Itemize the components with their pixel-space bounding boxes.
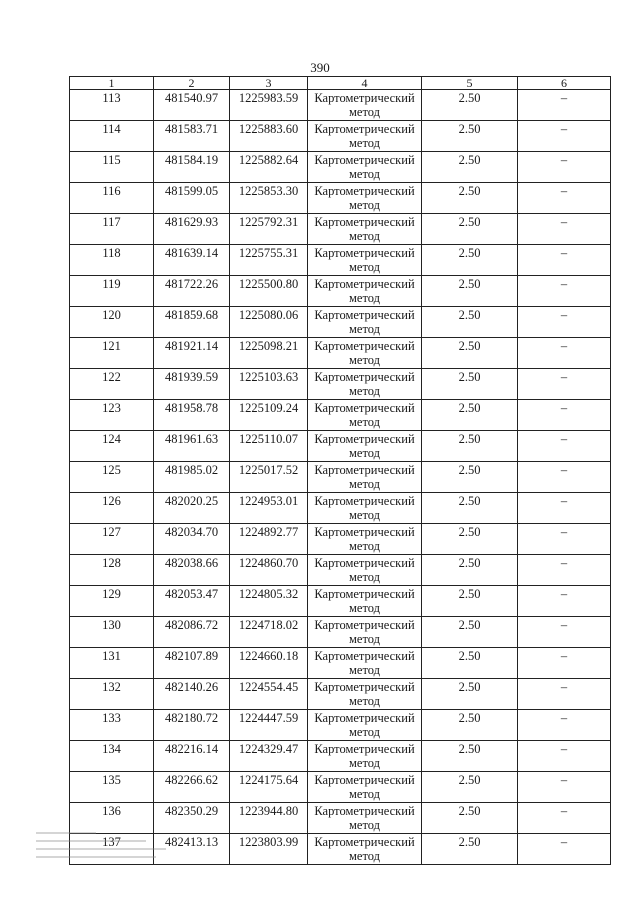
y-coordinate: 1224953.01 xyxy=(230,493,308,524)
method-cell xyxy=(308,493,422,524)
point-number: 118 xyxy=(70,245,154,276)
method-cell xyxy=(308,648,422,679)
x-coordinate: 482266.62 xyxy=(154,772,230,803)
method-cell xyxy=(308,834,422,865)
method-text-line-1: Картометрический xyxy=(314,835,415,849)
method-text-line-1: Картометрический xyxy=(314,432,415,446)
accuracy-value: 2.50 xyxy=(422,834,518,865)
column-header: 2 xyxy=(154,77,230,90)
note-dash: – xyxy=(518,679,611,710)
y-coordinate: 1223803.99 xyxy=(230,834,308,865)
note-dash: – xyxy=(518,121,611,152)
accuracy-value: 2.50 xyxy=(422,555,518,586)
table-row xyxy=(70,183,611,214)
table-row xyxy=(70,152,611,183)
method-text-line-1: Картометрический xyxy=(314,308,415,322)
method-text-line-1: Картометрический xyxy=(314,339,415,353)
y-coordinate: 1223944.80 xyxy=(230,803,308,834)
method-cell xyxy=(308,679,422,710)
x-coordinate: 482413.13 xyxy=(154,834,230,865)
point-number: 115 xyxy=(70,152,154,183)
method-text-line-1: Картометрический xyxy=(314,525,415,539)
point-number: 116 xyxy=(70,183,154,214)
accuracy-value: 2.50 xyxy=(422,741,518,772)
x-coordinate: 481859.68 xyxy=(154,307,230,338)
method-text-line-1: Картометрический xyxy=(314,680,415,694)
method-text-line-1: Картометрический xyxy=(314,277,415,291)
method-text-line-2: метод xyxy=(348,725,380,739)
method-text-line-2: метод xyxy=(348,105,380,119)
method-text-line-2: метод xyxy=(348,632,380,646)
accuracy-value: 2.50 xyxy=(422,307,518,338)
table-row xyxy=(70,369,611,400)
method-cell xyxy=(308,803,422,834)
method-text-line-2: метод xyxy=(348,756,380,770)
table-row xyxy=(70,555,611,586)
method-text-line-2: метод xyxy=(348,167,380,181)
point-number: 117 xyxy=(70,214,154,245)
point-number: 121 xyxy=(70,338,154,369)
table-row xyxy=(70,741,611,772)
point-number: 122 xyxy=(70,369,154,400)
table-row xyxy=(70,400,611,431)
point-number: 129 xyxy=(70,586,154,617)
accuracy-value: 2.50 xyxy=(422,524,518,555)
x-coordinate: 482020.25 xyxy=(154,493,230,524)
table-row xyxy=(70,803,611,834)
x-coordinate: 481599.05 xyxy=(154,183,230,214)
method-text-line-2: метод xyxy=(348,384,380,398)
accuracy-value: 2.50 xyxy=(422,214,518,245)
x-coordinate: 482107.89 xyxy=(154,648,230,679)
note-dash: – xyxy=(518,462,611,493)
method-text-line-1: Картометрический xyxy=(314,215,415,229)
method-cell xyxy=(308,772,422,803)
method-cell xyxy=(308,400,422,431)
method-cell xyxy=(308,307,422,338)
method-text-line-1: Картометрический xyxy=(314,649,415,663)
method-text-line-2: метод xyxy=(348,787,380,801)
x-coordinate: 482140.26 xyxy=(154,679,230,710)
point-number: 114 xyxy=(70,121,154,152)
method-text-line-1: Картометрический xyxy=(314,463,415,477)
method-cell xyxy=(308,555,422,586)
point-number: 135 xyxy=(70,772,154,803)
method-cell xyxy=(308,369,422,400)
coordinates-table xyxy=(69,76,611,865)
point-number: 126 xyxy=(70,493,154,524)
x-coordinate: 482216.14 xyxy=(154,741,230,772)
accuracy-value: 2.50 xyxy=(422,648,518,679)
accuracy-value: 2.50 xyxy=(422,431,518,462)
point-number: 124 xyxy=(70,431,154,462)
y-coordinate: 1225110.07 xyxy=(230,431,308,462)
column-header: 6 xyxy=(518,77,611,90)
x-coordinate: 481629.93 xyxy=(154,214,230,245)
point-number: 130 xyxy=(70,617,154,648)
note-dash: – xyxy=(518,617,611,648)
y-coordinate: 1225098.21 xyxy=(230,338,308,369)
y-coordinate: 1225500.80 xyxy=(230,276,308,307)
method-cell xyxy=(308,431,422,462)
method-text-line-2: метод xyxy=(348,322,380,336)
table-row xyxy=(70,214,611,245)
x-coordinate: 481583.71 xyxy=(154,121,230,152)
point-number: 136 xyxy=(70,803,154,834)
note-dash: – xyxy=(518,741,611,772)
method-text-line-2: метод xyxy=(348,663,380,677)
table-row xyxy=(70,493,611,524)
method-text-line-2: метод xyxy=(348,477,380,491)
accuracy-value: 2.50 xyxy=(422,369,518,400)
note-dash: – xyxy=(518,555,611,586)
x-coordinate: 482180.72 xyxy=(154,710,230,741)
y-coordinate: 1225755.31 xyxy=(230,245,308,276)
column-numbers-row xyxy=(70,77,611,90)
note-dash: – xyxy=(518,524,611,555)
point-number: 120 xyxy=(70,307,154,338)
point-number: 133 xyxy=(70,710,154,741)
method-text-line-1: Картометрический xyxy=(314,494,415,508)
table-row xyxy=(70,524,611,555)
method-text-line-2: метод xyxy=(348,508,380,522)
y-coordinate: 1225853.30 xyxy=(230,183,308,214)
note-dash: – xyxy=(518,338,611,369)
table-row xyxy=(70,338,611,369)
note-dash: – xyxy=(518,90,611,121)
note-dash: – xyxy=(518,834,611,865)
method-cell xyxy=(308,524,422,555)
method-text-line-1: Картометрический xyxy=(314,246,415,260)
x-coordinate: 481584.19 xyxy=(154,152,230,183)
point-number: 123 xyxy=(70,400,154,431)
note-dash: – xyxy=(518,369,611,400)
y-coordinate: 1225792.31 xyxy=(230,214,308,245)
method-text-line-1: Картометрический xyxy=(314,556,415,570)
note-dash: – xyxy=(518,772,611,803)
page-number: 390 xyxy=(310,60,330,75)
column-header: 4 xyxy=(308,77,422,90)
method-text-line-1: Картометрический xyxy=(314,122,415,136)
y-coordinate: 1224175.64 xyxy=(230,772,308,803)
method-text-line-2: метод xyxy=(348,570,380,584)
method-text-line-1: Картометрический xyxy=(314,153,415,167)
point-number: 131 xyxy=(70,648,154,679)
note-dash: – xyxy=(518,152,611,183)
accuracy-value: 2.50 xyxy=(422,679,518,710)
accuracy-value: 2.50 xyxy=(422,276,518,307)
accuracy-value: 2.50 xyxy=(422,121,518,152)
x-coordinate: 481939.59 xyxy=(154,369,230,400)
x-coordinate: 482053.47 xyxy=(154,586,230,617)
y-coordinate: 1224329.47 xyxy=(230,741,308,772)
note-dash: – xyxy=(518,245,611,276)
note-dash: – xyxy=(518,276,611,307)
note-dash: – xyxy=(518,400,611,431)
accuracy-value: 2.50 xyxy=(422,710,518,741)
method-text-line-1: Картометрический xyxy=(314,773,415,787)
table-row xyxy=(70,772,611,803)
method-cell xyxy=(308,152,422,183)
method-text-line-1: Картометрический xyxy=(314,587,415,601)
point-number: 127 xyxy=(70,524,154,555)
accuracy-value: 2.50 xyxy=(422,90,518,121)
method-text-line-2: метод xyxy=(348,229,380,243)
table-row xyxy=(70,648,611,679)
method-text-line-2: метод xyxy=(348,291,380,305)
faded-stamp-mark xyxy=(36,832,176,878)
x-coordinate: 481958.78 xyxy=(154,400,230,431)
method-text-line-2: метод xyxy=(348,415,380,429)
y-coordinate: 1225883.60 xyxy=(230,121,308,152)
x-coordinate: 481639.14 xyxy=(154,245,230,276)
table-row xyxy=(70,462,611,493)
x-coordinate: 481722.26 xyxy=(154,276,230,307)
column-header: 3 xyxy=(230,77,308,90)
y-coordinate: 1225017.52 xyxy=(230,462,308,493)
table-body xyxy=(70,77,611,865)
note-dash: – xyxy=(518,183,611,214)
table-row xyxy=(70,245,611,276)
accuracy-value: 2.50 xyxy=(422,772,518,803)
note-dash: – xyxy=(518,648,611,679)
accuracy-value: 2.50 xyxy=(422,183,518,214)
x-coordinate: 482034.70 xyxy=(154,524,230,555)
method-cell xyxy=(308,586,422,617)
point-number: 125 xyxy=(70,462,154,493)
x-coordinate: 481961.63 xyxy=(154,431,230,462)
y-coordinate: 1224805.32 xyxy=(230,586,308,617)
table-row xyxy=(70,307,611,338)
method-cell xyxy=(308,276,422,307)
method-cell xyxy=(308,245,422,276)
table-row xyxy=(70,431,611,462)
point-number: 128 xyxy=(70,555,154,586)
x-coordinate: 482086.72 xyxy=(154,617,230,648)
method-text-line-2: метод xyxy=(348,260,380,274)
method-text-line-1: Картометрический xyxy=(314,91,415,105)
method-text-line-2: метод xyxy=(348,198,380,212)
note-dash: – xyxy=(518,493,611,524)
note-dash: – xyxy=(518,710,611,741)
x-coordinate: 481921.14 xyxy=(154,338,230,369)
method-text-line-1: Картометрический xyxy=(314,618,415,632)
accuracy-value: 2.50 xyxy=(422,493,518,524)
method-text-line-2: метод xyxy=(348,849,380,863)
accuracy-value: 2.50 xyxy=(422,245,518,276)
y-coordinate: 1225983.59 xyxy=(230,90,308,121)
accuracy-value: 2.50 xyxy=(422,586,518,617)
accuracy-value: 2.50 xyxy=(422,338,518,369)
y-coordinate: 1224718.02 xyxy=(230,617,308,648)
accuracy-value: 2.50 xyxy=(422,400,518,431)
table-row xyxy=(70,617,611,648)
method-text-line-2: метод xyxy=(348,818,380,832)
y-coordinate: 1225080.06 xyxy=(230,307,308,338)
table-row xyxy=(70,710,611,741)
point-number: 113 xyxy=(70,90,154,121)
x-coordinate: 481540.97 xyxy=(154,90,230,121)
table-row xyxy=(70,276,611,307)
x-coordinate: 482350.29 xyxy=(154,803,230,834)
method-cell xyxy=(308,462,422,493)
method-text-line-1: Картометрический xyxy=(314,711,415,725)
accuracy-value: 2.50 xyxy=(422,617,518,648)
x-coordinate: 482038.66 xyxy=(154,555,230,586)
accuracy-value: 2.50 xyxy=(422,462,518,493)
y-coordinate: 1224447.59 xyxy=(230,710,308,741)
point-number: 134 xyxy=(70,741,154,772)
method-cell xyxy=(308,183,422,214)
accuracy-value: 2.50 xyxy=(422,152,518,183)
y-coordinate: 1225103.63 xyxy=(230,369,308,400)
table-row xyxy=(70,679,611,710)
table-row xyxy=(70,586,611,617)
y-coordinate: 1225109.24 xyxy=(230,400,308,431)
point-number: 137 xyxy=(70,834,154,865)
table-row xyxy=(70,90,611,121)
method-text-line-1: Картометрический xyxy=(314,184,415,198)
table-row xyxy=(70,121,611,152)
y-coordinate: 1224860.70 xyxy=(230,555,308,586)
method-text-line-2: метод xyxy=(348,353,380,367)
y-coordinate: 1224892.77 xyxy=(230,524,308,555)
method-text-line-1: Картометрический xyxy=(314,804,415,818)
method-text-line-1: Картометрический xyxy=(314,742,415,756)
method-cell xyxy=(308,90,422,121)
y-coordinate: 1224660.18 xyxy=(230,648,308,679)
method-text-line-1: Картометрический xyxy=(314,401,415,415)
y-coordinate: 1225882.64 xyxy=(230,152,308,183)
method-text-line-2: метод xyxy=(348,446,380,460)
accuracy-value: 2.50 xyxy=(422,803,518,834)
point-number: 119 xyxy=(70,276,154,307)
method-cell xyxy=(308,214,422,245)
note-dash: – xyxy=(518,307,611,338)
method-text-line-1: Картометрический xyxy=(314,370,415,384)
method-cell xyxy=(308,617,422,648)
method-cell xyxy=(308,338,422,369)
y-coordinate: 1224554.45 xyxy=(230,679,308,710)
x-coordinate: 481985.02 xyxy=(154,462,230,493)
method-cell xyxy=(308,741,422,772)
point-number: 132 xyxy=(70,679,154,710)
method-text-line-2: метод xyxy=(348,136,380,150)
method-text-line-2: метод xyxy=(348,601,380,615)
note-dash: – xyxy=(518,803,611,834)
column-header: 5 xyxy=(422,77,518,90)
method-text-line-2: метод xyxy=(348,539,380,553)
method-text-line-2: метод xyxy=(348,694,380,708)
note-dash: – xyxy=(518,586,611,617)
method-cell xyxy=(308,710,422,741)
method-cell xyxy=(308,121,422,152)
note-dash: – xyxy=(518,431,611,462)
column-header: 1 xyxy=(70,77,154,90)
note-dash: – xyxy=(518,214,611,245)
